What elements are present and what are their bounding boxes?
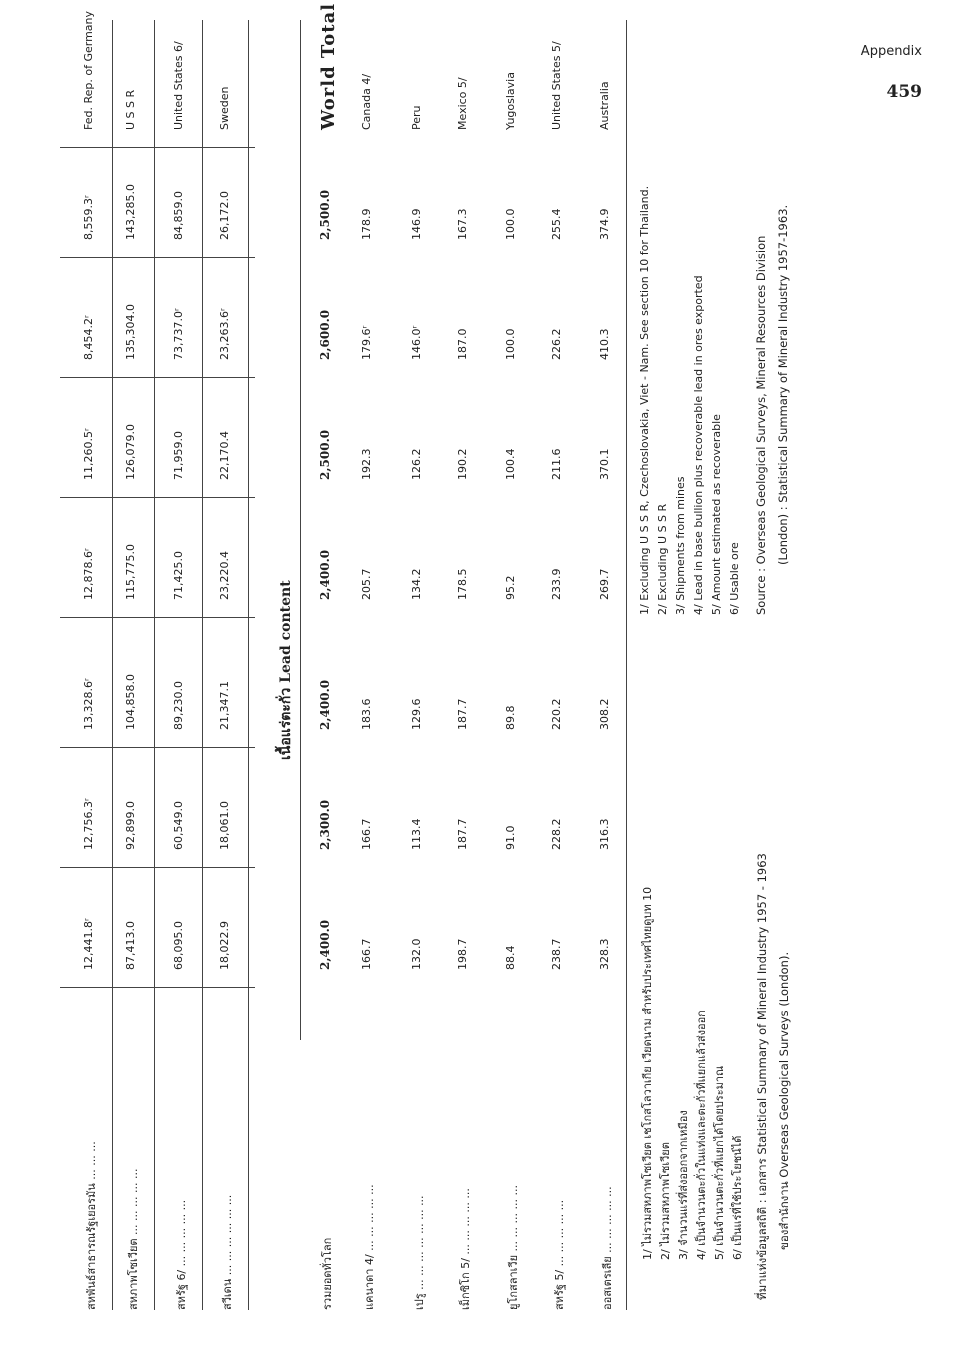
table-cell: 23,263.6ʳ bbox=[218, 308, 231, 360]
table-cell: 255.4 bbox=[550, 208, 563, 240]
table-cell: 233.9 bbox=[550, 568, 563, 600]
table-cell: 8,454.2ʳ bbox=[82, 315, 95, 360]
section-divider bbox=[300, 20, 301, 1040]
row-label-thai: สหรัฐ 5/ ... ... ... ... ... bbox=[553, 1199, 566, 1310]
table-cell: 192.3 bbox=[360, 448, 373, 480]
row-label-english: Fed. Rep. of Germany bbox=[82, 10, 95, 130]
thai-source: ของสำนักงาน Overseas Geological Surveys (London). bbox=[777, 951, 791, 1250]
table-cell: 68,095.0 bbox=[172, 921, 185, 970]
table-cell: 12,878.6ʳ bbox=[82, 548, 95, 600]
table-cell: 205.7 bbox=[360, 568, 373, 600]
table-cell: 211.6 bbox=[550, 448, 563, 480]
row-label-thai: ยูโกสลาเวีย ... ... ... ... ... bbox=[507, 1185, 520, 1310]
row-label-thai: เม็กซิโก 5/ ... ... ... ... ... bbox=[459, 1188, 472, 1310]
table-cell: 12,756.3ʳ bbox=[82, 798, 95, 850]
table-cell: 13,328.6ʳ bbox=[82, 678, 95, 730]
column-divider bbox=[60, 147, 255, 148]
total-cell: 2,400.0 bbox=[318, 679, 332, 730]
table-cell: 220.2 bbox=[550, 698, 563, 730]
column-divider bbox=[60, 867, 255, 868]
column-divider bbox=[60, 617, 255, 618]
row-label-thai: สหภาพโซเวียต ... ... ... ... ... bbox=[127, 1168, 140, 1310]
thai-footnote: 6/ เป็นแร่ที่ใช้ประโยชน์ได้ bbox=[731, 1135, 744, 1260]
total-cell: 2,500.0 bbox=[318, 429, 332, 480]
table-cell: 100.4 bbox=[504, 448, 517, 480]
total-cell: 2,400.0 bbox=[318, 549, 332, 600]
table-cell: 410.3 bbox=[598, 328, 611, 360]
row-label-english: U S S R bbox=[124, 89, 137, 130]
row-label-thai: รวมยอดทั่วโลก bbox=[321, 1237, 334, 1310]
total-cell: 2,600.0 bbox=[318, 309, 332, 360]
row-label-english: Mexico 5/ bbox=[456, 77, 469, 130]
table-cell: 374.9 bbox=[598, 208, 611, 240]
row-label-thai: สหรัฐ 6/ ... ... ... ... ... bbox=[175, 1199, 188, 1310]
thai-footnote: 1/ ไม่รวมสหภาพโซเวียต เชโกสโลวาเกีย เวียดนาม สำหรับประเทศไทยดูบท 10 bbox=[641, 886, 654, 1260]
table-cell: 18,061.0 bbox=[218, 801, 231, 850]
table-cell: 146.9 bbox=[410, 208, 423, 240]
english-source: Source : Overseas Geological Surveys, Mineral Resources Division bbox=[754, 235, 768, 615]
table-cell: 190.2 bbox=[456, 448, 469, 480]
table-cell: 198.7 bbox=[456, 938, 469, 970]
rotated-table bbox=[60, 2, 820, 1320]
appendix-label: Appendix bbox=[860, 44, 922, 59]
table-cell: 166.7 bbox=[360, 818, 373, 850]
english-footnote: 6/ Usable ore bbox=[728, 542, 741, 615]
english-footnote: 3/ Shipments from mines bbox=[674, 476, 687, 615]
table-cell: 71,425.0 bbox=[172, 551, 185, 600]
table-cell: 84,859.0 bbox=[172, 191, 185, 240]
row-label-english: United States 5/ bbox=[550, 41, 563, 130]
row-divider bbox=[112, 20, 113, 1310]
row-label-english: Yugoslavia bbox=[504, 72, 517, 130]
table-cell: 308.2 bbox=[598, 698, 611, 730]
row-label-english: United States 6/ bbox=[172, 41, 185, 130]
table-cell: 178.5 bbox=[456, 568, 469, 600]
row-label-thai: แคนาดา 4/ ... ... ... ... ... bbox=[363, 1184, 376, 1310]
table-cell: 26,172.0 bbox=[218, 191, 231, 240]
english-footnote: 1/ Excluding U S S R, Czechoslovakia, Viet - Nam. See section 10 for Thailand. bbox=[638, 185, 651, 615]
column-divider bbox=[60, 987, 255, 988]
english-source: (London) : Statistical Summary of Mineral Industry 1957-1963. bbox=[776, 204, 790, 565]
table-cell: 73,737.0ʳ bbox=[172, 308, 185, 360]
row-label-thai: สหพันธ์สาธารณรัฐเยอรมัน ... ... ... bbox=[85, 1141, 98, 1310]
row-divider bbox=[154, 20, 155, 1310]
table-cell: 269.7 bbox=[598, 568, 611, 600]
table-cell: 238.7 bbox=[550, 938, 563, 970]
table-cell: 12,441.8ʳ bbox=[82, 918, 95, 970]
table-bottom-rule bbox=[626, 20, 627, 1310]
thai-footnote: 2/ ไม่รวมสหภาพโซเวียต bbox=[659, 1142, 672, 1260]
table-cell: 143,285.0 bbox=[124, 184, 137, 240]
table-cell: 328.3 bbox=[598, 938, 611, 970]
row-label-thai: ออสเตรเลีย ... ... ... ... ... bbox=[601, 1186, 614, 1310]
table-cell: 183.6 bbox=[360, 698, 373, 730]
thai-footnote: 3/ จำนวนแร่ที่ส่งออกจากเหมือง bbox=[677, 1110, 690, 1260]
row-label-english: World Total bbox=[318, 2, 339, 130]
table-cell: 22,170.4 bbox=[218, 431, 231, 480]
table-cell: 187.0 bbox=[456, 328, 469, 360]
table-cell: 179.6ʳ bbox=[360, 325, 373, 360]
total-cell: 2,500.0 bbox=[318, 189, 332, 240]
table-cell: 126,079.0 bbox=[124, 424, 137, 480]
table-cell: 316.3 bbox=[598, 818, 611, 850]
row-label-thai: สวีเดน ... ... ... ... ... ... bbox=[221, 1194, 234, 1310]
table-cell: 104,858.0 bbox=[124, 674, 137, 730]
table-cell: 88.4 bbox=[504, 945, 517, 970]
english-footnote: 5/ Amount estimated as recoverable bbox=[710, 414, 723, 615]
column-divider bbox=[60, 497, 255, 498]
column-divider bbox=[60, 747, 255, 748]
table-cell: 100.0 bbox=[504, 208, 517, 240]
total-cell: 2,400.0 bbox=[318, 919, 332, 970]
row-divider bbox=[248, 20, 249, 1310]
page-number: 459 bbox=[886, 82, 922, 102]
thai-source: ที่มาแห่งข้อมูลสถิติ : เอกสาร Statistical Summary of Mineral Industry 1957 - 1963 bbox=[755, 853, 769, 1300]
column-divider bbox=[60, 257, 255, 258]
table-cell: 71,959.0 bbox=[172, 431, 185, 480]
row-label-english: Canada 4/ bbox=[360, 73, 373, 130]
table-cell: 23,220.4 bbox=[218, 551, 231, 600]
english-footnote: 2/ Excluding U S S R bbox=[656, 503, 669, 615]
table-cell: 60,549.0 bbox=[172, 801, 185, 850]
table-cell: 95.2 bbox=[504, 575, 517, 600]
lead-content-heading: เนื้อแร่ตะกั่ว Lead content bbox=[278, 580, 294, 760]
table-cell: 87,413.0 bbox=[124, 921, 137, 970]
table-cell: 228.2 bbox=[550, 818, 563, 850]
table-cell: 8,559.3ʳ bbox=[82, 195, 95, 240]
table-cell: 166.7 bbox=[360, 938, 373, 970]
table-cell: 18,022.9 bbox=[218, 921, 231, 970]
table-cell: 91.0 bbox=[504, 825, 517, 850]
table-cell: 115,775.0 bbox=[124, 544, 137, 600]
table-cell: 92,899.0 bbox=[124, 801, 137, 850]
table-cell: 226.2 bbox=[550, 328, 563, 360]
table-cell: 129.6 bbox=[410, 698, 423, 730]
table-cell: 187.7 bbox=[456, 818, 469, 850]
table-cell: 132.0 bbox=[410, 938, 423, 970]
table-cell: 146.0ʳ bbox=[410, 325, 423, 360]
table-cell: 134.2 bbox=[410, 568, 423, 600]
table-cell: 187.7 bbox=[456, 698, 469, 730]
row-label-english: Sweden bbox=[218, 86, 231, 130]
thai-footnote: 5/ เป็นจำนวนตะกั่วที่แยกได้โดยประมาณ bbox=[713, 1065, 726, 1260]
row-label-thai: เปรู ... ... ... ... ... ... ... bbox=[413, 1195, 426, 1310]
table-cell: 135,304.0 bbox=[124, 304, 137, 360]
row-label-english: Australia bbox=[598, 81, 611, 130]
row-label-english: Peru bbox=[410, 105, 423, 130]
table-cell: 167.3 bbox=[456, 208, 469, 240]
total-cell: 2,300.0 bbox=[318, 799, 332, 850]
table-cell: 370.1 bbox=[598, 448, 611, 480]
table-cell: 89.8 bbox=[504, 705, 517, 730]
thai-footnote: 4/ เป็นจำนวนตะกั่วในแท่งและตะกั่วที่แยกแล้วส่งออก bbox=[695, 1010, 708, 1260]
table-cell: 89,230.0 bbox=[172, 681, 185, 730]
table-cell: 21,347.1 bbox=[218, 681, 231, 730]
table-cell: 100.0 bbox=[504, 328, 517, 360]
table-cell: 113.4 bbox=[410, 818, 423, 850]
table-cell: 178.9 bbox=[360, 208, 373, 240]
row-divider bbox=[202, 20, 203, 1310]
table-cell: 126.2 bbox=[410, 448, 423, 480]
english-footnote: 4/ Lead in base bullion plus recoverable lead in ores exported bbox=[692, 275, 705, 615]
column-divider bbox=[60, 377, 255, 378]
table-cell: 11,260.5ʳ bbox=[82, 428, 95, 480]
